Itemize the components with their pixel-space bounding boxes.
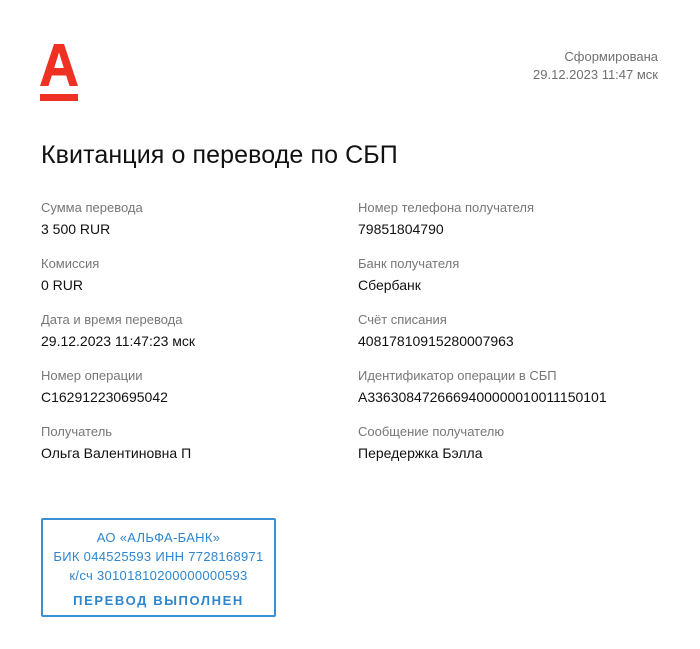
field-value: C162912230695042: [41, 389, 168, 405]
field-label: Дата и время перевода: [41, 312, 183, 327]
bank-stamp: [41, 518, 276, 617]
field-label: Сумма перевода: [41, 200, 143, 215]
generated-info: [533, 48, 658, 84]
field-transfer-amount: [41, 200, 143, 238]
field-operation-number: [41, 368, 168, 406]
field-sbp-operation-id: [358, 368, 607, 406]
field-value: Сбербанк: [358, 277, 421, 293]
field-label: Получатель: [41, 424, 113, 439]
field-value: 0 RUR: [41, 277, 84, 293]
field-value: A3363084726669400000010011150101: [358, 389, 607, 405]
field-value: 79851804790: [358, 221, 444, 237]
field-recipient-message: [358, 424, 504, 462]
generated-datetime: 29.12.2023 11:47 мск: [533, 67, 658, 82]
field-label: Банк получателя: [358, 256, 460, 271]
field-label: Комиссия: [41, 256, 100, 271]
stamp-bank-name: АО «АЛЬФА-БАНК»: [96, 530, 221, 545]
field-value: Ольга Валентиновна П: [41, 445, 192, 461]
field-recipient-bank: [358, 256, 459, 294]
field-transfer-datetime: [41, 312, 195, 350]
stamp-corr-account: к/сч 30101810200000000593: [69, 568, 248, 583]
stamp-bik-inn: БИК 044525593 ИНН 7728168971: [53, 549, 264, 564]
field-recipient-phone: [358, 200, 534, 238]
field-label: Счёт списания: [358, 312, 447, 327]
generated-label: Сформирована: [564, 49, 658, 64]
field-value: Передержка Бэлла: [358, 445, 483, 461]
field-label: Идентификатор операции в СБП: [358, 368, 557, 383]
field-commission: [41, 256, 99, 294]
stamp-status: ПЕРЕВОД ВЫПОЛНЕН: [73, 593, 244, 608]
field-label: Номер операции: [41, 368, 143, 383]
page-title: Квитанция о переводе по СБП: [41, 141, 398, 169]
field-debit-account: [358, 312, 514, 350]
field-recipient: [41, 424, 191, 462]
alfa-bank-logo-icon: [40, 44, 78, 101]
field-value: 3 500 RUR: [41, 221, 111, 237]
field-value: 29.12.2023 11:47:23 мск: [41, 333, 196, 349]
field-value: 40817810915280007963: [358, 333, 514, 349]
field-label: Номер телефона получателя: [358, 200, 535, 215]
field-label: Сообщение получателю: [358, 424, 505, 439]
